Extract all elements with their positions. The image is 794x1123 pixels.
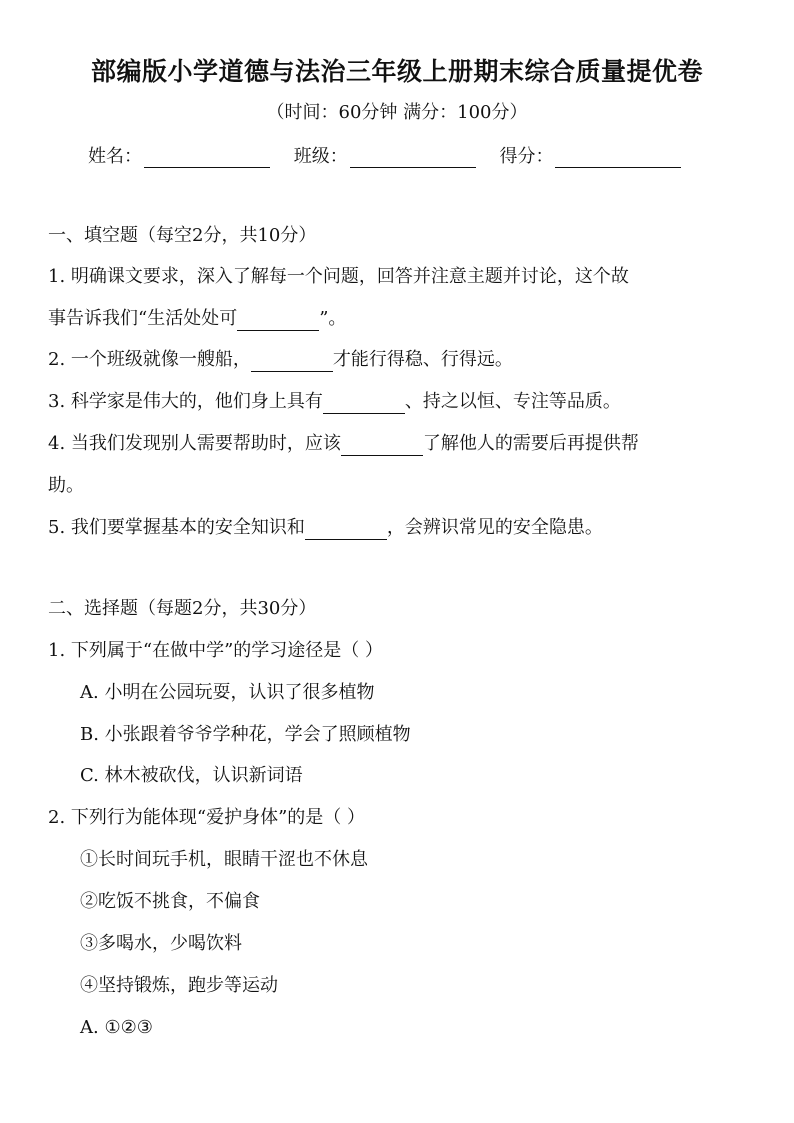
fill-q4-blank[interactable] — [341, 437, 423, 456]
choice-q1-option-b[interactable]: B. 小张跟着爷爷学种花，学会了照顾植物 — [80, 724, 411, 745]
choice-q2-option-a[interactable]: A. ①②③ — [80, 1017, 153, 1038]
fill-q1-text-post: ”。 — [319, 308, 347, 329]
score-field — [499, 142, 681, 168]
fill-q1-blank[interactable] — [237, 312, 319, 331]
fill-q5-text-pre: 5. 我们要掌握基本的安全知识和 — [48, 517, 305, 538]
fill-q2-blank[interactable] — [251, 353, 333, 372]
page-title: 部编版小学道德与法治三年级上册期末综合质量提优卷 — [90, 57, 703, 86]
choice-q2-statement-4: ④坚持锻炼，跑步等运动 — [80, 975, 278, 996]
class-field — [294, 142, 476, 168]
fill-q2-text-pre: 2. 一个班级就像一艘船， — [48, 349, 251, 370]
score-label: 得分： — [499, 146, 554, 167]
fill-q2 — [48, 348, 748, 372]
class-label: 班级： — [293, 146, 348, 167]
score-blank[interactable] — [555, 149, 681, 168]
exam-subtitle: （时间：60分钟 满分：100分） — [266, 102, 528, 123]
section2-heading: 二、选择题（每题2分，共30分） — [48, 598, 317, 619]
fill-q5-text-post: ，会辨识常见的安全隐患。 — [386, 517, 603, 538]
name-blank[interactable] — [144, 149, 270, 168]
student-info-row — [88, 142, 699, 168]
fill-q4-line2: 助。 — [48, 475, 84, 496]
fill-q4-text-post: 了解他人的需要后再提供帮 — [422, 433, 639, 454]
fill-q5-blank[interactable] — [305, 521, 387, 540]
choice-q1-stem: 1. 下列属于“在做中学”的学习途径是（ ） — [48, 640, 384, 661]
fill-q1-line2 — [48, 307, 748, 331]
fill-q1-line1: 1. 明确课文要求，深入了解每一个问题，回答并注意主题并讨论，这个故 — [48, 266, 629, 287]
fill-q3-text-post: 、持之以恒、专注等品质。 — [404, 391, 621, 412]
choice-q1-option-c[interactable]: C. 林木被砍伐，认识新词语 — [80, 765, 303, 786]
fill-q5 — [48, 516, 748, 540]
fill-q3 — [48, 390, 748, 414]
class-blank[interactable] — [350, 149, 476, 168]
name-field — [88, 142, 270, 168]
choice-q2-stem: 2. 下列行为能体现“爱护身体”的是（ ） — [48, 807, 366, 828]
fill-q4-text-pre: 4. 当我们发现别人需要帮助时，应该 — [48, 433, 341, 454]
choice-q2-statement-1: ①长时间玩手机，眼睛干涩也不休息 — [80, 849, 368, 870]
name-label: 姓名： — [88, 146, 142, 167]
fill-q1-text-pre: 事告诉我们“生活处处可 — [48, 308, 238, 329]
choice-q1-option-a[interactable]: A. 小明在公园玩耍，认识了很多植物 — [80, 682, 375, 703]
fill-q2-text-post: 才能行得稳、行得远。 — [332, 349, 513, 370]
fill-q3-text-pre: 3. 科学家是伟大的，他们身上具有 — [48, 391, 323, 412]
fill-q4-line1 — [48, 432, 748, 456]
fill-q3-blank[interactable] — [323, 395, 405, 414]
section1-heading: 一、填空题（每空2分，共10分） — [48, 225, 317, 246]
choice-q2-statement-3: ③多喝水，少喝饮料 — [80, 933, 242, 954]
choice-q2-statement-2: ②吃饭不挑食，不偏食 — [80, 891, 260, 912]
